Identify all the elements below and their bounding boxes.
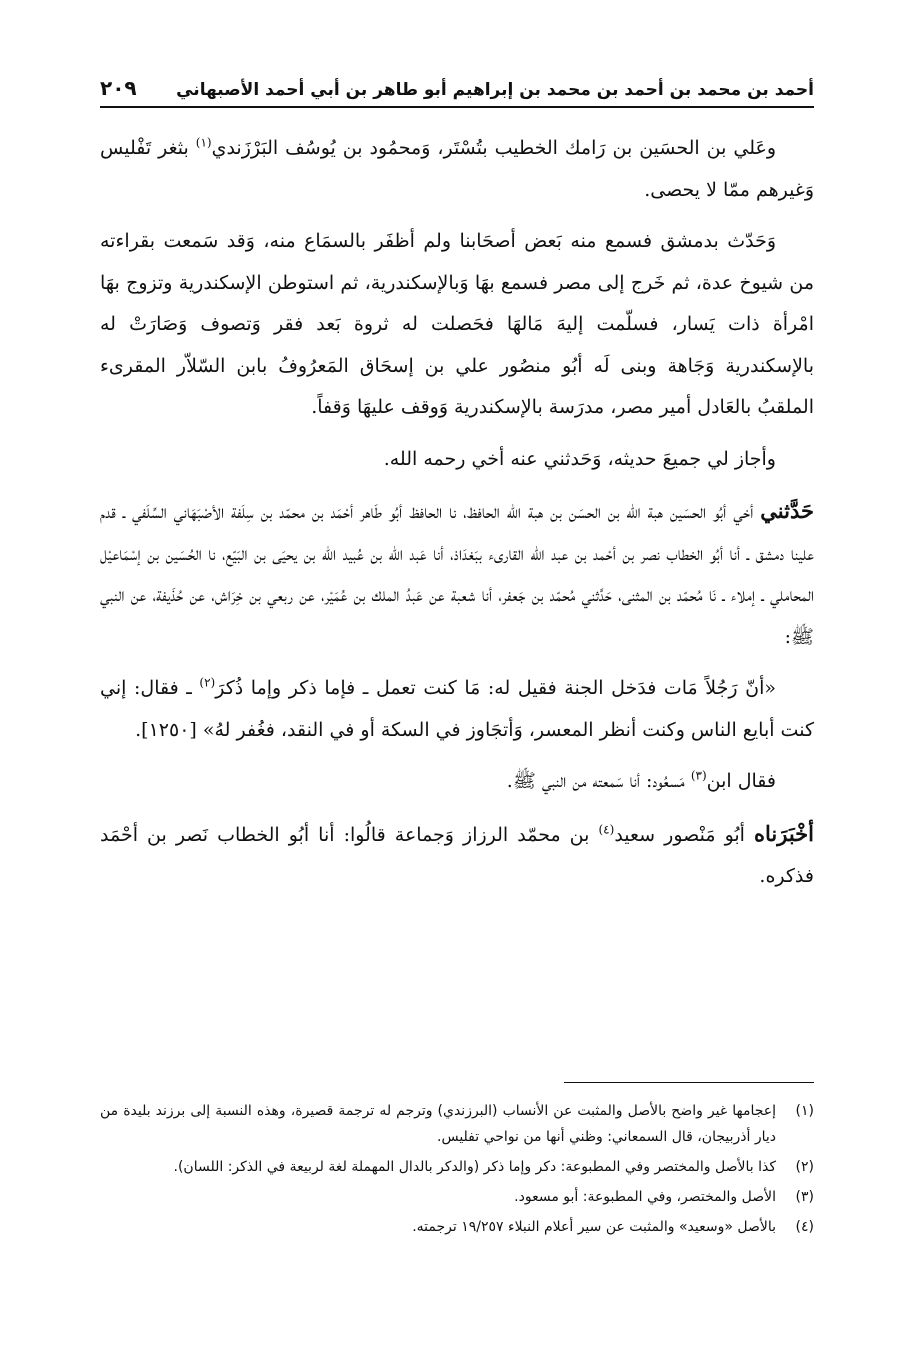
paragraph-text: ـ فقال: إني كنت أبايع الناس وكنت أنظر المعسر، وَأتجَاوز في السكة أو في النقد، فغُفر لهُ» [١٢٥٠].: [100, 677, 814, 741]
paragraph: [100, 813, 814, 898]
lead-word: أخْبَرَناه: [754, 820, 814, 846]
paragraph: [100, 439, 814, 481]
footnote-marker: (٢): [199, 675, 216, 690]
footnote-text: إعجامها غير واضح بالأصل والمثبت عن الأنساب (البرزندي) وترجم له ترجمة قصيرة، وهذه النسبة إلى برزند بليدة من ديار أذربيجان، قال السمعاني: وظني أنها من نواحي تفليس.: [100, 1103, 776, 1145]
footnote-number: (٢): [795, 1159, 814, 1175]
footnote-text: بالأصل «وسعيد» والمثبت عن سير أعلام النبلاء ١٩/٢٥٧ ترجمته.: [412, 1219, 776, 1235]
footnote: [100, 1184, 814, 1210]
running-title: أحمد بن محمد بن أحمد بن محمد بن إبراهيم أبو طاهر بن أبي أحمد الأصبهاني: [176, 80, 814, 100]
footnote-number: (٣): [795, 1189, 814, 1205]
main-text: [100, 128, 814, 908]
paragraph-text: فقال ابن: [706, 770, 776, 792]
paragraph: [100, 128, 814, 211]
footnote-marker: (١): [195, 135, 212, 150]
paragraph: [100, 668, 814, 751]
paragraph-text: أبُو مَنْصور سعيد: [614, 823, 754, 846]
paragraph-text: «أنّ رَجُلاً مَات فدَخل الجنة فقيل له: مَا كنت تعمل ـ فإما ذكر وإما ذُكرَ: [215, 677, 776, 699]
paragraph: [100, 490, 814, 658]
footnote-text: كذا بالأصل والمختصر وفي المطبوعة: دكر وإما ذكر (والدكر بالدال المهملة لغة لربيعة في الذكر: اللسان).: [173, 1159, 776, 1175]
paragraph-text: بثغر تَفْليس وَغيرهم ممّا لا يحصى.: [100, 137, 814, 201]
paragraph-text: وَحَدّث بدمشق فسمع منه بَعض أصحَابنا ولم أظفَر بالسمَاع منه، وَقد سَمعت بقراءته من شيوخ عدة، ثم خَرج إلى مصر فسمع بهَا وَبالإسكندرية، ثم استوطن الإسكندرية وتزوج بهَا امْرأة ذات يَسار، فسلّمت إليهَ مَالهَا فحَصلت له ثروة بَعد فقر وَتصوف وَصَارَتْ له بالإسكندرية وَجَاهة وبنى لَه أبُو منصُور علي بن إسحَاق المَعرُوفُ بابن السّلاّر المقرىء الملقبُ بالعَادل أمير مصر، مدرَسة بالإسكندرية وَوقف عليهَا وَقفاً.: [100, 230, 814, 418]
paragraph-text: وأجاز لي جميعَ حديثه، وَحَدثني عنه أخي رحمه الله.: [383, 447, 776, 470]
footnote-number: (١): [795, 1103, 814, 1119]
paragraph: [100, 761, 814, 803]
page-header: [100, 66, 814, 108]
footnote-marker: (٤): [598, 822, 615, 837]
footnote-text: الأصل والمختصر، وفي المطبوعة: أبو مسعود.: [514, 1189, 776, 1205]
paragraph-text: أخي أبُو الحسَين هبة الله بن الحسَن بن هبة الله الحافظ، نا الحافظ أبُو طَاهر أحْمَد بن محمّد بن سِلَفة الأصْبَهَاني السِّلَفي ـ قدم علينا دمشق ـ أنا أبُو الخطاب نصر بن أحْمد بن عبد الله القارىء ببَغدَاذ، أنا عَبد الله بن عُبيد الله بن يحيَى بن البَيّع، نا الحُسَين بن إسْمَاعيْل المحاملي ـ إملاء ـ نَا مُحمّد بن المثنى، حَدَّثني مُحمّد بن جَعفر، أنا شعبة عن عَبدُ الملك بن عُمَيْر، عن ربعي بن خِرَاش، عن حُذَيفة، عن النبي ﷺ:: [100, 501, 814, 648]
paragraph-text: بن محمّد الرزاز وَجماعة قالُوا: أنا أبُو الخطاب نَصر بن أحْمَد فذكره.: [100, 823, 814, 887]
paragraph-text: مَسعُود: أنا سَمعته من النبي ﷺ.: [506, 770, 691, 792]
footnote: [100, 1214, 814, 1240]
footnotes: [100, 1098, 814, 1244]
page-number: ٢٠٩: [100, 76, 137, 100]
lead-word: حَدَّثني: [760, 498, 814, 523]
footnote-marker: (٣): [690, 768, 707, 783]
paragraph-text: وعَلي بن الحسَين بن رَامك الخطيب بتُسْتَر، وَمحمُود بن يُوسُف البَرْزَندي: [211, 137, 776, 159]
footnote: [100, 1098, 814, 1150]
footnote-divider: [564, 1082, 814, 1083]
paragraph: [100, 221, 814, 429]
footnote: [100, 1154, 814, 1180]
footnote-number: (٤): [795, 1219, 814, 1235]
